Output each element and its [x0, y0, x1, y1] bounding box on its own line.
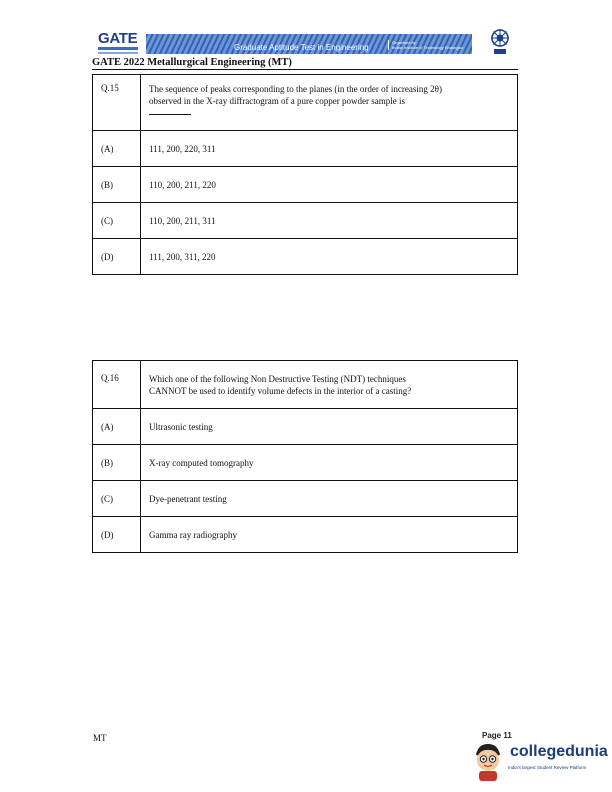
- page-title: GATE 2022 Metallurgical Engineering (MT): [92, 57, 292, 68]
- header-banner: [96, 28, 516, 58]
- collegedunia-logo: [470, 741, 610, 785]
- option-text: Dye-penetrant testing: [141, 481, 518, 517]
- answer-blank: [149, 114, 191, 115]
- question-16-table: [92, 360, 518, 553]
- option-row: [93, 409, 518, 445]
- question-15-table: [92, 74, 518, 275]
- option-row: [93, 167, 518, 203]
- option-row: [93, 203, 518, 239]
- option-label: (C): [93, 481, 141, 517]
- brand-name: collegedunia: [510, 743, 608, 760]
- page-number: Page 11: [482, 731, 512, 740]
- footer-subject-code: MT: [93, 733, 107, 743]
- option-label: (C): [93, 203, 141, 239]
- banner-title: Graduate Aptitude Test in Engineering: [234, 43, 369, 52]
- option-label: (D): [93, 517, 141, 553]
- option-row: [93, 517, 518, 553]
- option-text: 111, 200, 311, 220: [141, 239, 518, 275]
- brand-tagline: India's largest Student Review Platform: [508, 765, 587, 770]
- organizer-text: Organised by Indian Institute of Technology Kharagpur: [388, 40, 464, 50]
- gate-logo: [96, 28, 142, 58]
- option-text: X-ray computed tomography: [141, 445, 518, 481]
- option-text: Ultrasonic testing: [141, 409, 518, 445]
- option-text: 110, 200, 211, 220: [141, 167, 518, 203]
- option-label: (B): [93, 167, 141, 203]
- iit-emblem-icon: [488, 28, 512, 56]
- gate-logo-text: GATE: [98, 30, 138, 47]
- option-row: [93, 445, 518, 481]
- question-row: [93, 361, 518, 409]
- question-stem: The sequence of peaks corresponding to the planes (in the order of increasing 2θ) observed in the X-ray diffractogram of a pure copper powder sample is: [141, 75, 518, 131]
- option-label: (A): [93, 409, 141, 445]
- question-number: Q.15: [93, 75, 141, 131]
- option-label: (D): [93, 239, 141, 275]
- mascot-icon: [470, 741, 506, 783]
- option-row: [93, 131, 518, 167]
- option-row: [93, 239, 518, 275]
- option-text: 110, 200, 211, 311: [141, 203, 518, 239]
- title-rule: [92, 69, 518, 70]
- option-text: Gamma ray radiography: [141, 517, 518, 553]
- question-stem: Which one of the following Non Destructive Testing (NDT) techniques CANNOT be used to identify volume defects in the interior of a casting?: [141, 361, 518, 409]
- option-text: 111, 200, 220, 311: [141, 131, 518, 167]
- option-label: (B): [93, 445, 141, 481]
- question-number: Q.16: [93, 361, 141, 409]
- option-row: [93, 481, 518, 517]
- banner-stripe: [146, 34, 472, 54]
- option-label: (A): [93, 131, 141, 167]
- question-row: [93, 75, 518, 131]
